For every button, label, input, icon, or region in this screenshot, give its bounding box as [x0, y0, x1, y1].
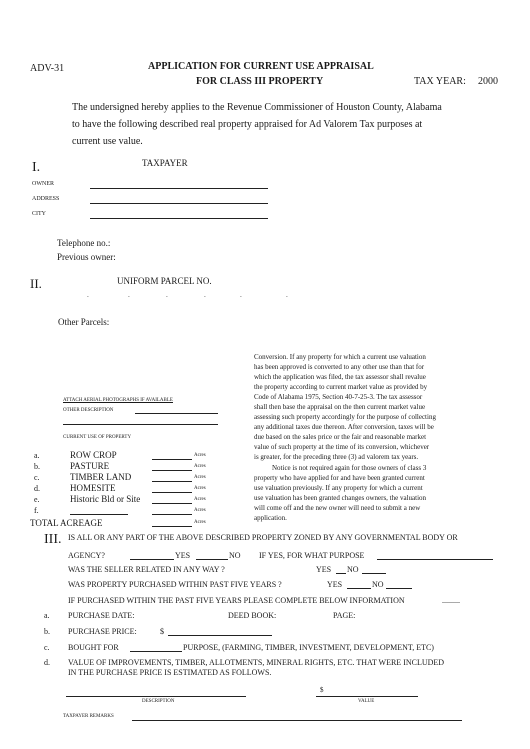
use-unit: Acres: [194, 453, 206, 458]
seller-related-question: WAS THE SELLER RELATED IN ANY WAY ?: [68, 565, 225, 574]
bought-for-letter: c.: [44, 643, 50, 652]
notice-line: will come off and the new owner will need to submit a new: [254, 504, 421, 512]
use-acres-field[interactable]: [152, 514, 192, 515]
seller-no-field[interactable]: [362, 573, 386, 574]
use-label: HOMESITE: [70, 483, 116, 493]
telephone-label: Telephone no.:: [57, 238, 111, 248]
purchased-question: WAS PROPERTY PURCHASED WITHIN PAST FIVE YEARS ?: [68, 580, 282, 589]
seller-no-label: NO: [347, 565, 359, 574]
deed-book-label: DEED BOOK:: [228, 611, 277, 620]
use-letter: d.: [34, 484, 40, 493]
notice-line: Notice is not required again for those owners of class 3: [272, 464, 427, 472]
owner-field[interactable]: [90, 188, 268, 189]
total-acreage-label: TOTAL ACREAGE: [30, 518, 103, 528]
notice-line: use valuation has been granted changes owners, the valuation: [254, 494, 427, 502]
purpose-field[interactable]: [377, 559, 493, 560]
purchased-yes-label: YES: [327, 580, 343, 589]
purchased-no-field[interactable]: [386, 588, 412, 589]
conversion-line: has been approved is converted to any other use than that for: [254, 363, 425, 371]
other-parcels-label: Other Parcels:: [58, 317, 110, 327]
purchase-date-letter: a.: [44, 611, 50, 620]
other-description-label: OTHER DESCRIPTION: [63, 408, 114, 413]
agency-no-label: NO: [229, 551, 241, 560]
bought-for-label: BOUGHT FOR: [68, 643, 119, 652]
use-other-label-field[interactable]: [70, 514, 128, 515]
conversion-line: any additional taxes due thereon. After conversion, taxes will be: [254, 423, 434, 431]
use-letter: f.: [34, 506, 39, 515]
notice-line: property who have applied for and have been granted current: [254, 474, 425, 482]
use-letter: a.: [34, 451, 40, 460]
purchase-date-label: PURCHASE DATE:: [68, 611, 135, 620]
description-label: DESCRIPTION: [142, 699, 175, 704]
conversion-line: the property according to current market value as provided by: [254, 383, 428, 391]
total-unit: Acres: [194, 520, 206, 525]
city-label: CITY: [32, 211, 46, 217]
parcel-dot: -: [240, 295, 242, 300]
purchase-price-dollar: $: [160, 627, 164, 636]
other-description-field-2[interactable]: [63, 424, 218, 425]
conversion-line: Conversion. If any property for which a current use valuation: [254, 353, 426, 361]
address-label: ADDRESS: [32, 196, 60, 202]
value-improvements-line-2: IN THE PURCHASE PRICE IS ESTIMATED AS FOLLOWS.: [68, 668, 272, 677]
value-improvements-line-1: VALUE OF IMPROVEMENTS, TIMBER, ALLOTMENTS, MINERAL RIGHTS, ETC. THAT WERE INCLUDED: [68, 658, 445, 667]
seller-yes-field[interactable]: [336, 573, 346, 574]
use-unit: Acres: [194, 464, 206, 469]
use-label: PASTURE: [70, 461, 110, 471]
value-field[interactable]: [316, 696, 418, 697]
use-label: Historic Bld or Site: [70, 494, 141, 504]
bought-for-field[interactable]: [130, 651, 182, 652]
use-acres-field[interactable]: [152, 459, 192, 460]
conversion-line: Code of Alabama 1975, Section 40-7-25-3. The tax assessor: [254, 393, 423, 401]
total-acres-field[interactable]: [152, 526, 192, 527]
parcel-dot: -: [87, 295, 89, 300]
agency-yes-label: YES: [175, 551, 191, 560]
current-use-label: CURRENT USE OF PROPERTY: [63, 435, 132, 440]
conversion-line: value of such property at the time of its conversion, whichever: [254, 443, 430, 451]
taxpayer-heading: TAXPAYER: [142, 158, 188, 168]
section-3-numeral: III.: [44, 532, 62, 547]
page-label: PAGE:: [333, 611, 356, 620]
parcel-heading: UNIFORM PARCEL NO.: [117, 276, 212, 286]
section-1-numeral: I.: [32, 160, 41, 175]
use-unit: Acres: [194, 508, 206, 513]
tax-year-label: TAX YEAR:: [414, 76, 466, 87]
parcel-dot: -: [204, 295, 206, 300]
purchase-price-letter: b.: [44, 627, 50, 636]
use-acres-field[interactable]: [152, 481, 192, 482]
address-field[interactable]: [90, 203, 268, 204]
parcel-dot: -: [286, 295, 288, 300]
notice-line: application.: [254, 514, 287, 522]
conversion-line: assessing such property accordingly for the purpose of collecting: [254, 413, 436, 421]
conversion-line: shall then base the appraisal on the then current market value: [254, 403, 426, 411]
use-unit: Acres: [194, 475, 206, 480]
other-description-field[interactable]: [135, 413, 218, 414]
seller-yes-label: YES: [316, 565, 332, 574]
description-field[interactable]: [66, 696, 246, 697]
use-label: TIMBER LAND: [70, 472, 132, 482]
value-dollar: $: [320, 686, 324, 694]
bought-for-purpose: PURPOSE, (FARMING, TIMBER, INVESTMENT, DEVELOPMENT, ETC): [183, 643, 434, 652]
use-acres-field[interactable]: [152, 503, 192, 504]
title-line-2: FOR CLASS III PROPERTY: [196, 76, 324, 87]
use-letter: b.: [34, 462, 40, 471]
title-line-1: APPLICATION FOR CURRENT USE APPRAISAL: [148, 61, 374, 72]
conversion-line: due based on the sales price or the fair and reasonable market: [254, 433, 427, 441]
notice-line: use valuation previously. If any property for which a current: [254, 484, 423, 492]
agency-yes-field[interactable]: [130, 559, 174, 560]
intro-line-1: The undersigned hereby applies to the Revenue Commissioner of Houston County, Alabama: [72, 102, 442, 113]
conversion-line: which the application was filed, the tax assessor shall revalue: [254, 373, 426, 381]
section-2-numeral: II.: [30, 276, 42, 291]
agency-label: AGENCY?: [68, 551, 105, 560]
taxpayer-remarks-field[interactable]: [132, 720, 462, 721]
use-acres-field[interactable]: [152, 492, 192, 493]
trailing-dots: .........: [442, 596, 460, 605]
use-letter: c.: [34, 473, 40, 482]
value-improvements-letter: d.: [44, 658, 50, 667]
use-letter: e.: [34, 495, 40, 504]
zoned-question: IS ALL OR ANY PART OF THE ABOVE DESCRIBED PROPERTY ZONED BY ANY GOVERNMENTAL BODY OR: [68, 533, 458, 542]
tax-year-value: 2000: [478, 76, 498, 87]
attach-photos-label: ATTACH AERIAL PHOTOGRAPHS IF AVAILABLE: [63, 398, 173, 403]
value-label: VALUE: [358, 699, 375, 704]
purpose-label: IF YES, FOR WHAT PURPOSE: [259, 551, 365, 560]
use-label: ROW CROP: [70, 450, 117, 460]
taxpayer-remarks-label: TAXPAYER REMARKS: [63, 714, 114, 719]
intro-line-2: to have the following described real property appraised for Ad Valorem Tax purposes at: [72, 119, 423, 130]
use-acres-field[interactable]: [152, 470, 192, 471]
complete-info-instruction: IF PURCHASED WITHIN THE PAST FIVE YEARS PLEASE COMPLETE BELOW INFORMATION: [68, 596, 405, 605]
purchase-price-field[interactable]: [168, 635, 272, 636]
purchased-no-label: NO: [372, 580, 384, 589]
intro-line-3: current use value.: [72, 136, 143, 147]
agency-no-field[interactable]: [196, 559, 228, 560]
parcel-dot: -: [128, 295, 130, 300]
city-field[interactable]: [90, 218, 268, 219]
use-unit: Acres: [194, 486, 206, 491]
parcel-dot: -: [166, 295, 168, 300]
purchased-yes-field[interactable]: [347, 588, 371, 589]
form-id: ADV-31: [30, 63, 65, 74]
conversion-line: is greater, for the preceding three (3) ad valorem tax years.: [254, 453, 419, 461]
purchase-price-label: PURCHASE PRICE:: [68, 627, 137, 636]
use-unit: Acres: [194, 497, 206, 502]
previous-owner-label: Previous owner:: [57, 252, 116, 262]
owner-label: OWNER: [32, 181, 54, 187]
